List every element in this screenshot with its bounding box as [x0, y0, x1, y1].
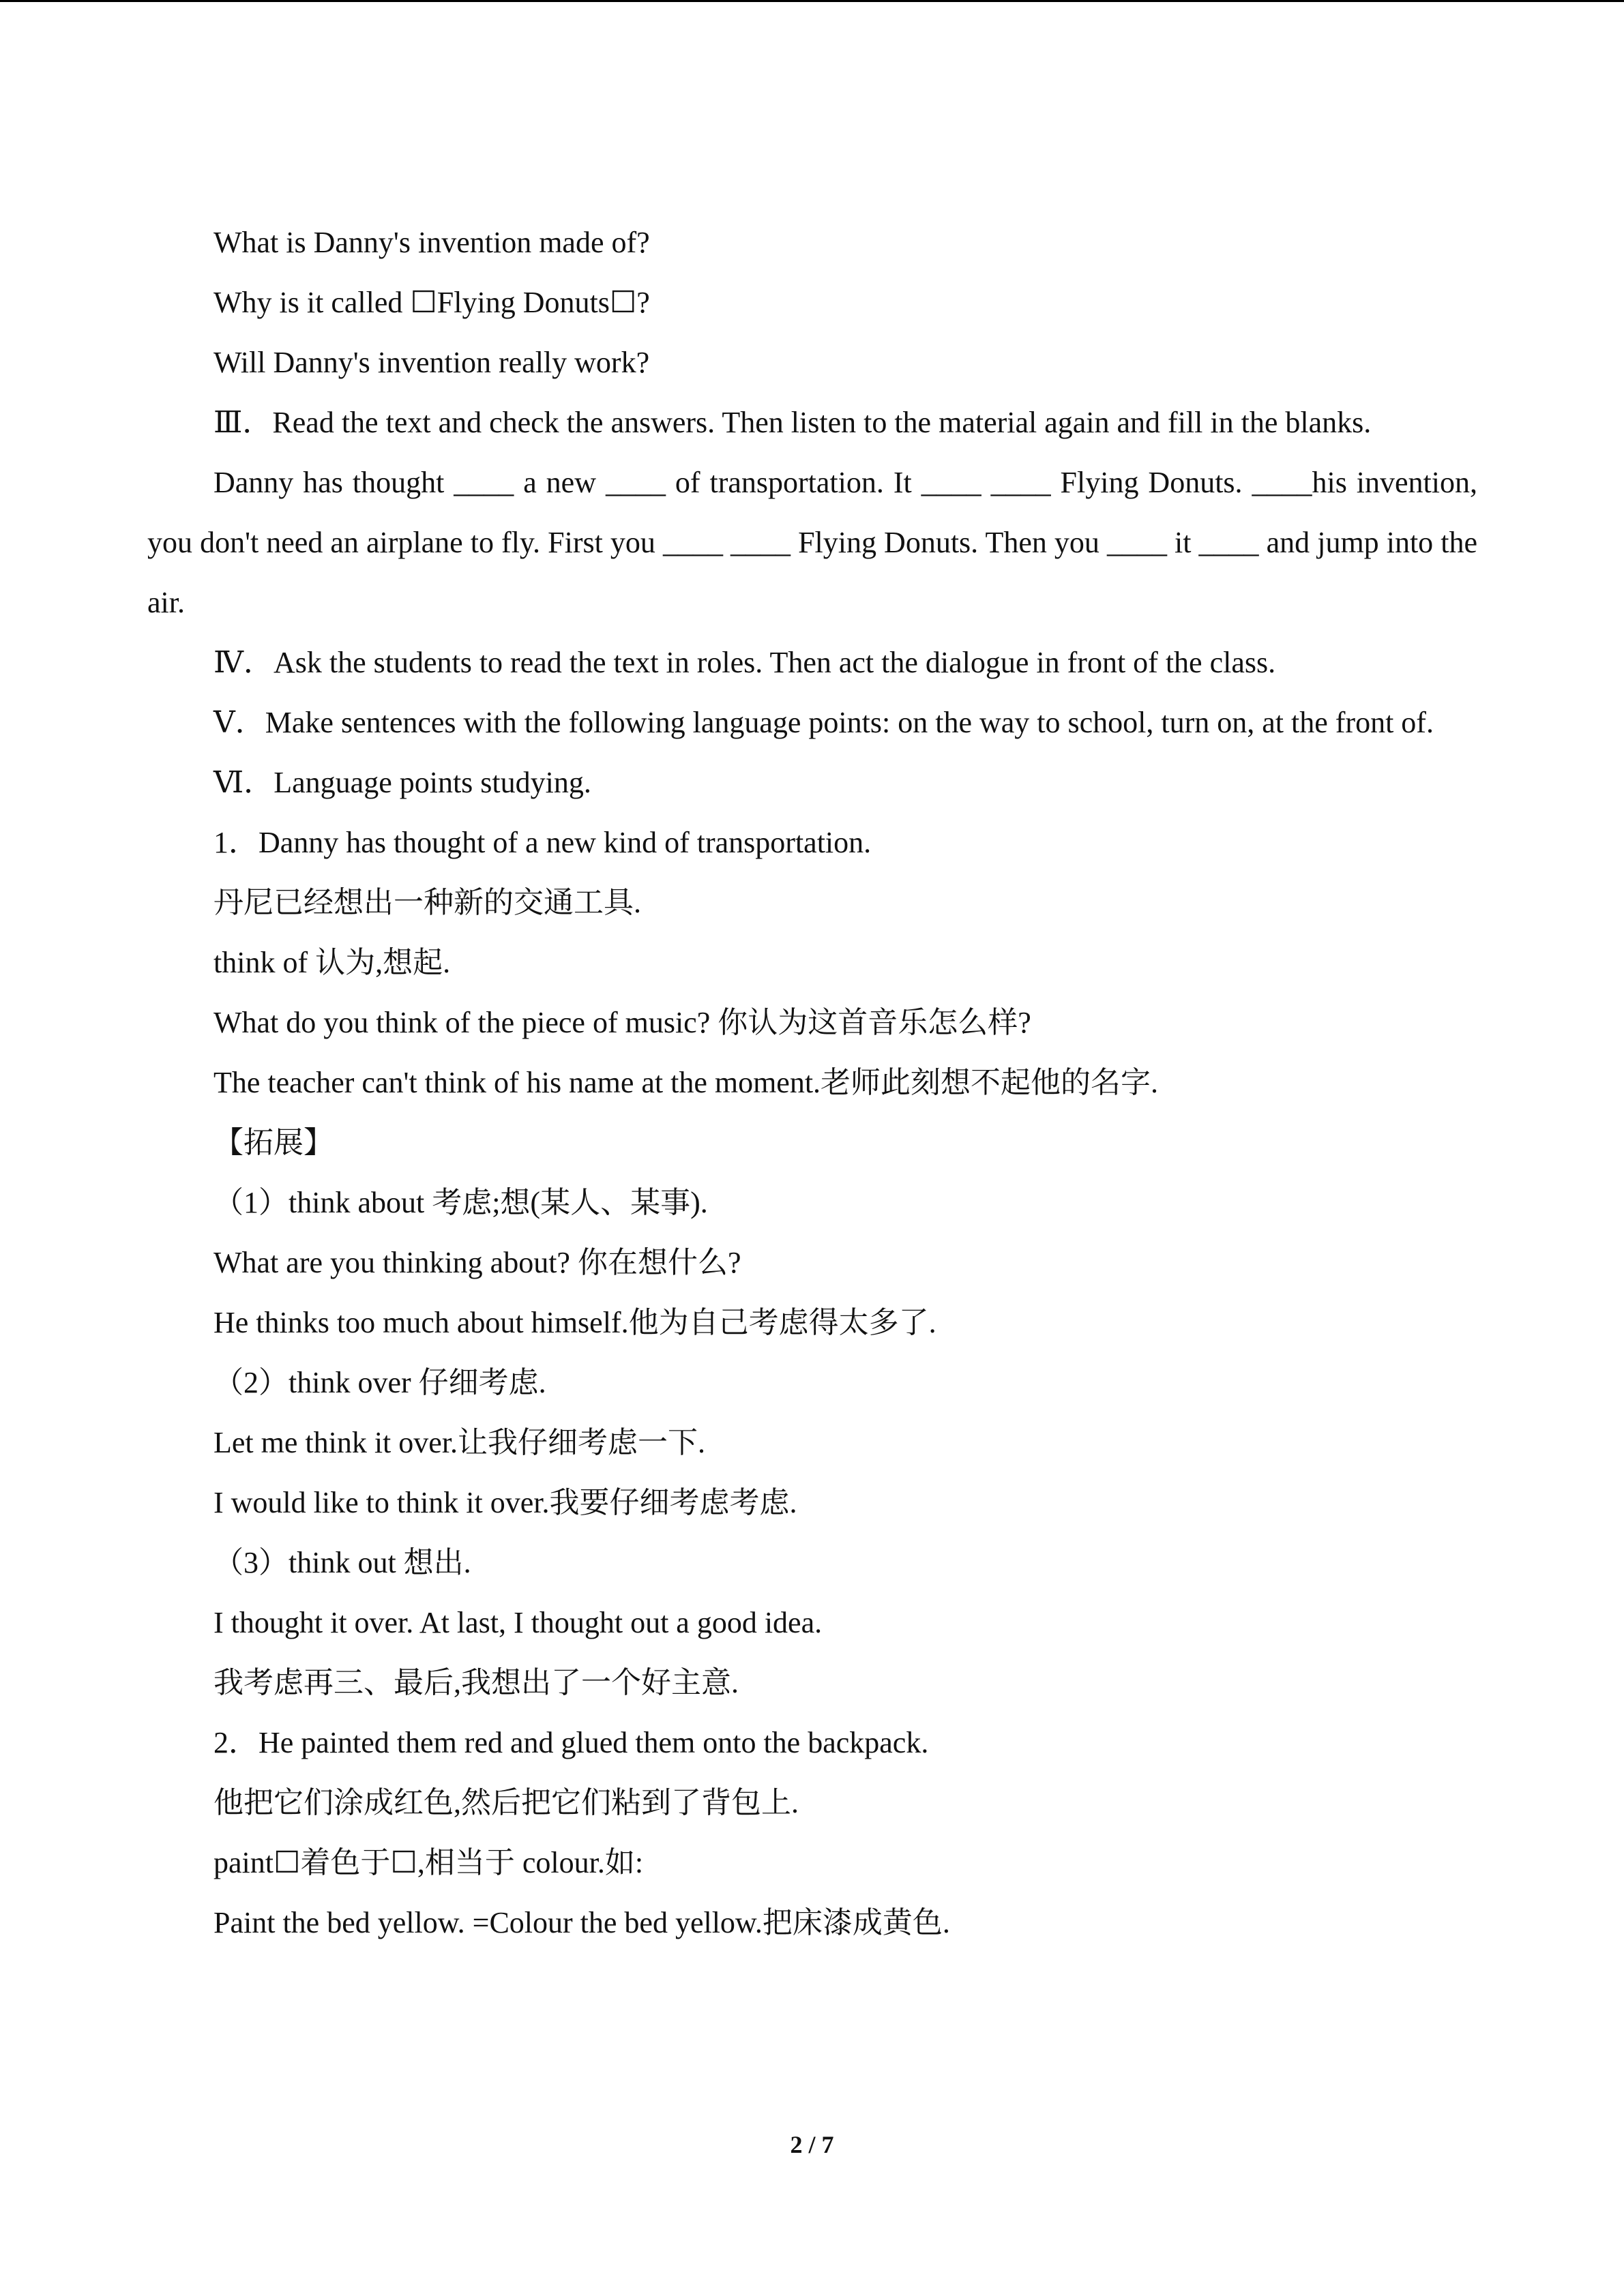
- paragraph: Will Danny's invention really work?: [213, 346, 650, 379]
- paragraph: Paint the bed yellow. =Colour the bed yellow.把床漆成黄色.: [213, 1906, 950, 1939]
- paragraph: What is Danny's invention made of?: [213, 226, 650, 259]
- paragraph: 我考虑再三、最后,我想出了一个好主意.: [213, 1666, 739, 1699]
- paragraph: 丹尼已经想出一种新的交通工具.: [213, 886, 641, 919]
- paragraph: I thought it over. At last, I thought out a good idea.: [213, 1606, 823, 1639]
- paragraph: （3）think out 想出.: [213, 1546, 471, 1579]
- paragraph: The teacher can't think of his name at the moment.老师此刻想不起他的名字.: [213, 1066, 1159, 1099]
- paragraph: Danny has thought ____ a new ____ of transportation. It ____ ____ Flying Donuts. ____his invention, you don't need an airplane to fly. First you ____ ____ Flying Donuts. Then you ____ it ____ and jump into the air.: [147, 466, 1477, 619]
- paragraph: （1）think about 考虑;想(某人、某事).: [213, 1186, 708, 1219]
- paragraph: What are you thinking about? 你在想什么?: [213, 1246, 741, 1279]
- paragraph: What do you think of the piece of music? 你认为这首音乐怎么样?: [213, 1006, 1031, 1039]
- top-border-line: [0, 0, 1624, 2]
- page-number: 2 / 7: [790, 2131, 834, 2158]
- paragraph: （2）think over 仔细考虑.: [213, 1366, 546, 1399]
- paragraph: Ⅳ．Ask the students to read the text in roles. Then act the dialogue in front of the class.: [213, 646, 1276, 679]
- paragraph: paint☐着色于☐,相当于 colour.如:: [213, 1846, 644, 1879]
- paragraph: He thinks too much about himself.他为自己考虑得太多了.: [213, 1306, 936, 1339]
- paragraph: Ⅴ．Make sentences with the following language points: on the way to school, turn on, at the front of.: [213, 706, 1434, 739]
- section-heading: 【拓展】: [213, 1126, 334, 1159]
- paragraph: I would like to think it over.我要仔细考虑考虑.: [213, 1486, 797, 1519]
- paragraph: think of 认为,想起.: [213, 946, 451, 979]
- paragraph: 2．He painted them red and glued them onto the backpack.: [213, 1726, 929, 1759]
- paragraph: Ⅵ．Language points studying.: [213, 766, 591, 799]
- paragraph: 1．Danny has thought of a new kind of transportation.: [213, 826, 872, 859]
- paragraph: Ⅲ．Read the text and check the answers. Then listen to the material again and fill in the blanks.: [213, 406, 1372, 439]
- document-body: [147, 213, 1477, 1953]
- paragraph: Let me think it over.让我仔细考虑一下.: [213, 1426, 706, 1459]
- paragraph: Why is it called ☐Flying Donuts☐?: [213, 286, 650, 319]
- paragraph: 他把它们涂成红色,然后把它们粘到了背包上.: [213, 1786, 799, 1819]
